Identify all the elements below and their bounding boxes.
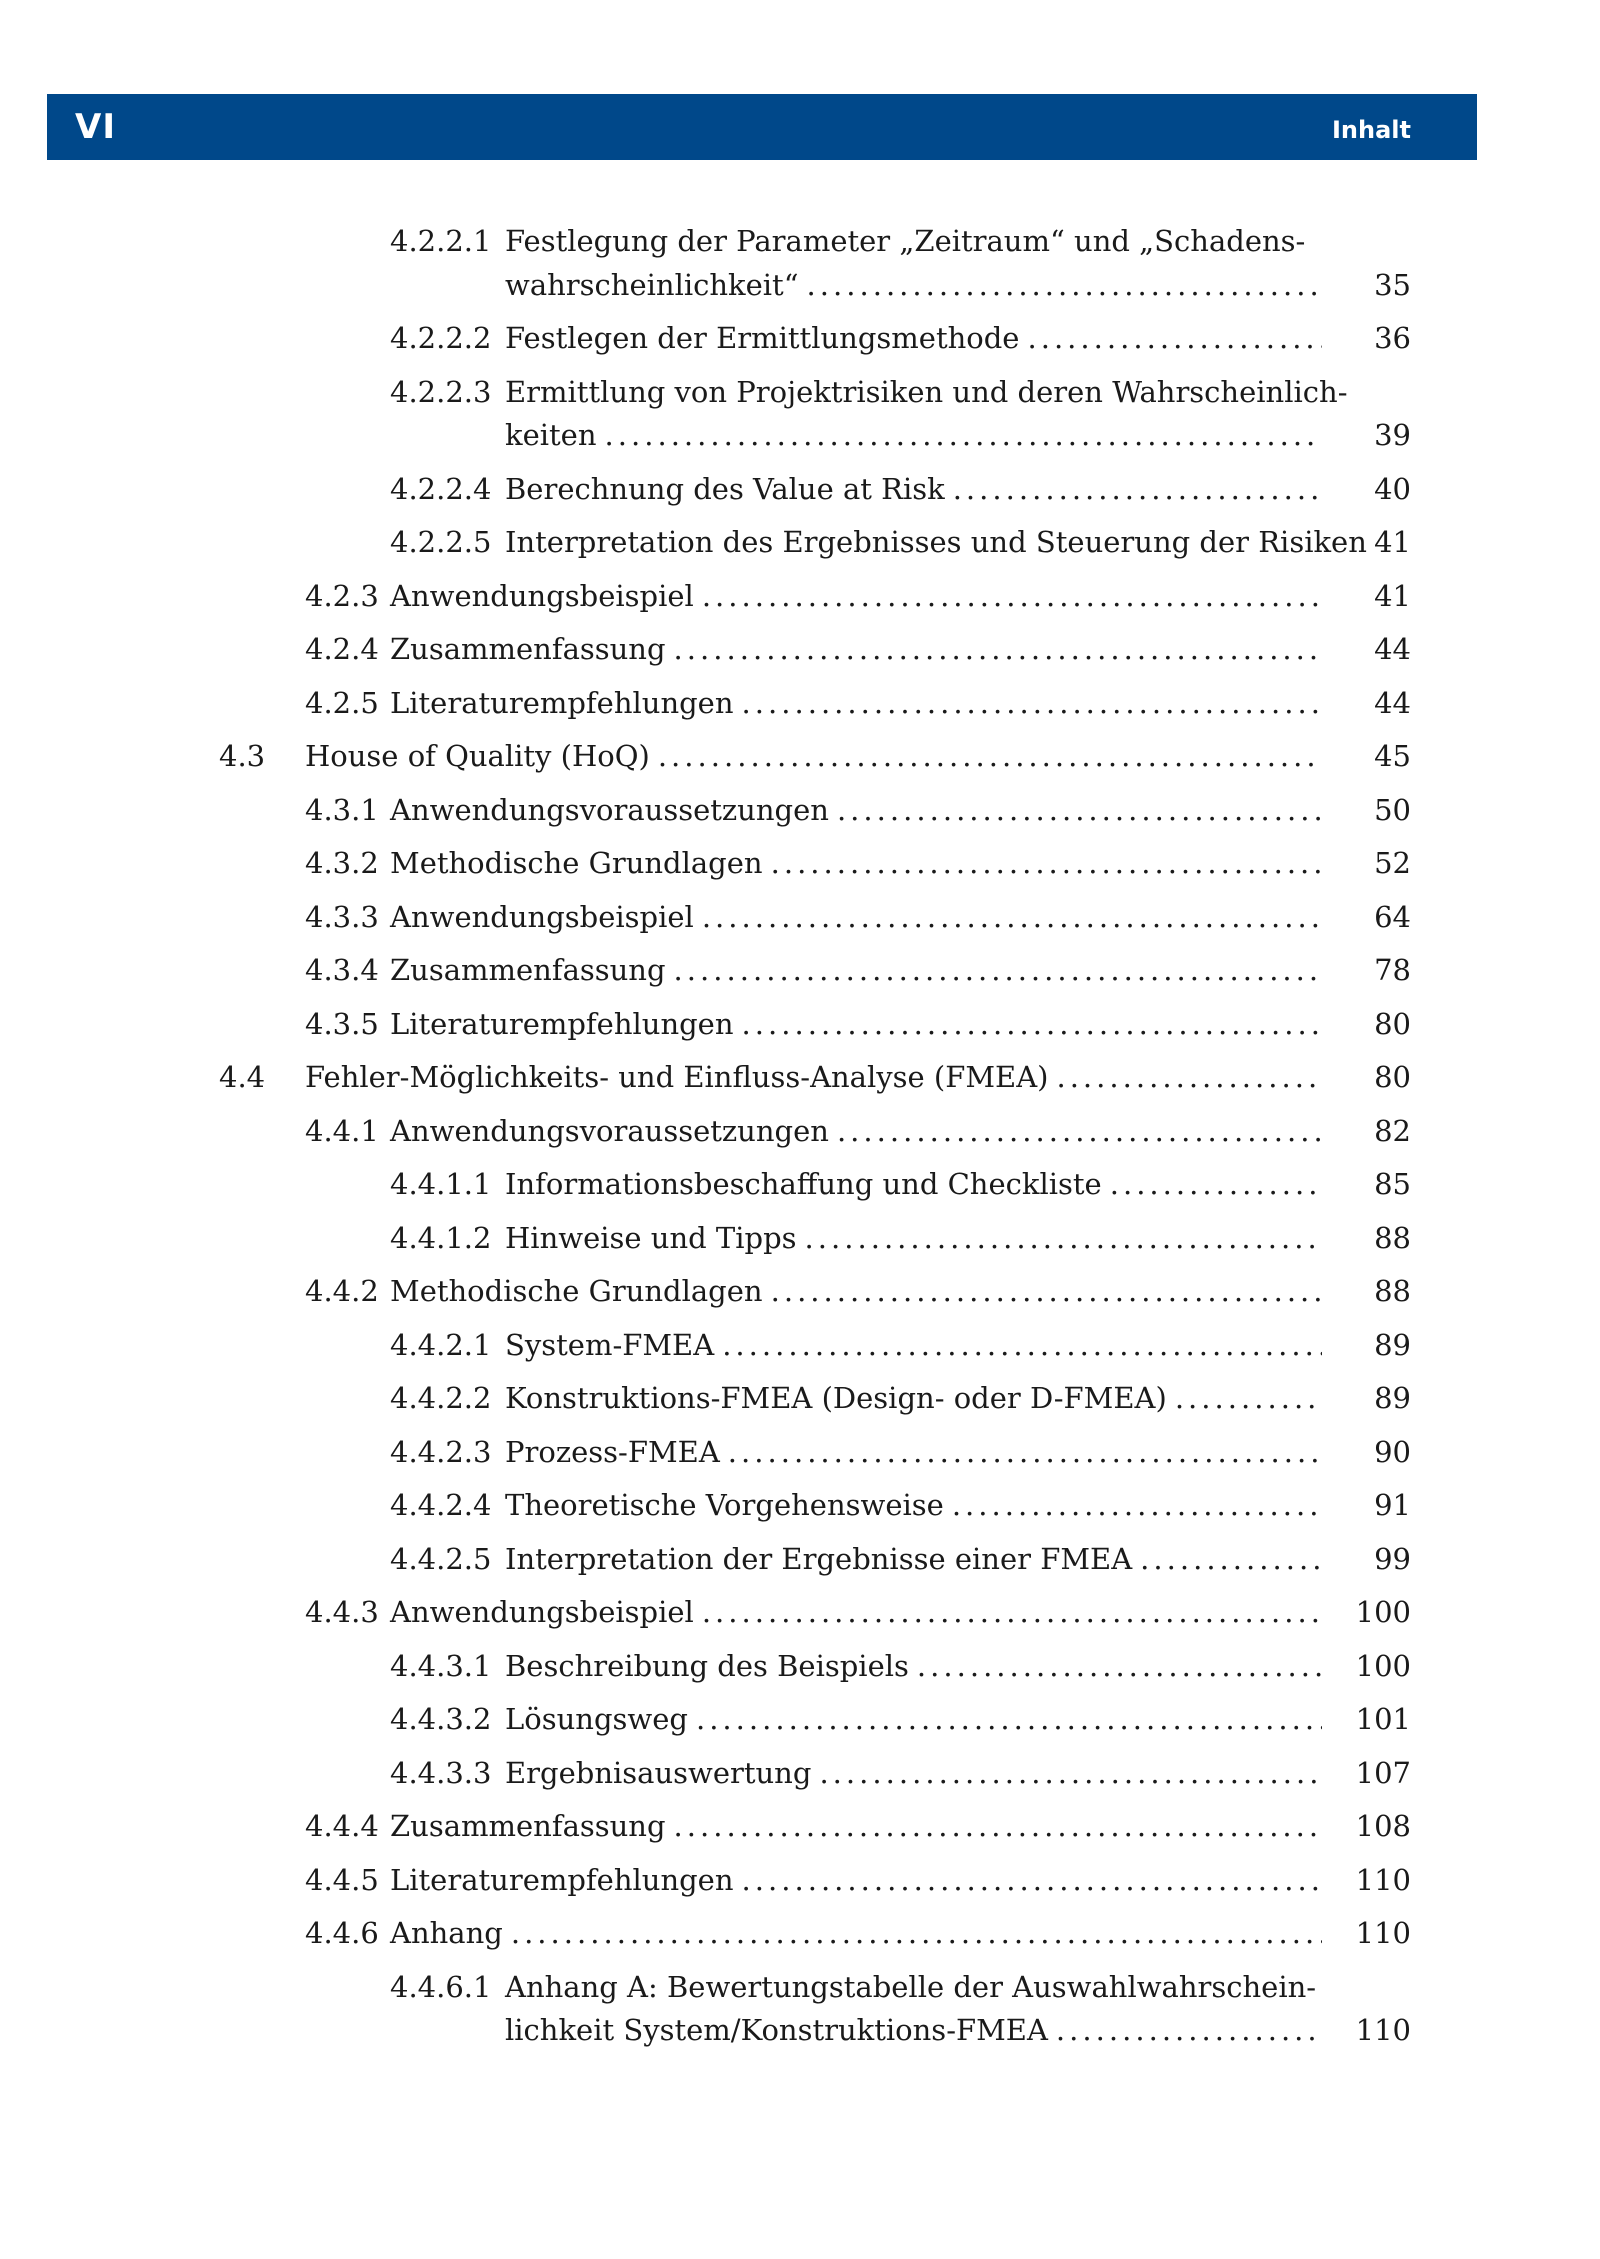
toc-entry-number: 4.3.4 bbox=[305, 953, 379, 987]
leader-dots bbox=[722, 1323, 1322, 1367]
toc-entry-number: 4.3.3 bbox=[305, 899, 379, 934]
toc-entry-number: 4.4.3.3 bbox=[390, 1755, 492, 1790]
toc-entry-page: 40 bbox=[1374, 471, 1411, 506]
toc-entry-title: lichkeit System/Konstruktions-FMEA bbox=[505, 2013, 1048, 2047]
toc-entry-page: 50 bbox=[1374, 792, 1411, 827]
toc-entry-title: Anwendungsbeispiel bbox=[390, 899, 694, 934]
toc-entry-title: Literaturempfehlungen bbox=[390, 1862, 734, 1897]
leader-dots bbox=[658, 734, 1322, 778]
toc-entry-title: Interpretation des Ergebnisses und Steuerung der Risiken bbox=[505, 525, 1367, 559]
toc-entry-number: 4.4.2 bbox=[305, 1274, 379, 1308]
toc-entry-title: Konstruktions-FMEA (Design- oder D-FMEA) bbox=[505, 1381, 1167, 1415]
leader-dots bbox=[1056, 1055, 1322, 1099]
toc-entry-page: 45 bbox=[1374, 739, 1411, 773]
toc-entry-page: 101 bbox=[1355, 1702, 1411, 1736]
toc-entry-page: 90 bbox=[1374, 1434, 1411, 1469]
toc-entry-title: Anwendungsvoraussetzungen bbox=[390, 1113, 829, 1148]
toc-entry-title: Lösungsweg bbox=[505, 1702, 688, 1736]
toc-entry-number: 4.3.1 bbox=[305, 792, 379, 827]
toc-entry-title: Literaturempfehlungen bbox=[390, 685, 734, 720]
toc-entry-page: 78 bbox=[1374, 953, 1411, 987]
toc-entry-title: House of Quality (HoQ) bbox=[305, 739, 650, 773]
leader-dots bbox=[696, 1697, 1322, 1741]
toc-entry-page: 100 bbox=[1355, 1648, 1411, 1683]
toc-entry-number: 4.3.2 bbox=[305, 846, 379, 880]
leader-dots bbox=[953, 467, 1322, 511]
toc-entry-title: Beschreibung des Beispiels bbox=[505, 1648, 909, 1683]
toc-entry-number: 4.4.3.2 bbox=[390, 1702, 492, 1736]
toc-entry-title: Festlegen der Ermittlungsmethode bbox=[505, 321, 1020, 355]
leader-dots bbox=[702, 1590, 1322, 1634]
leader-dots bbox=[1027, 316, 1322, 360]
toc-entry-title: Theoretische Vorgehensweise bbox=[505, 1488, 944, 1522]
toc-entry-number: 4.4.1.1 bbox=[390, 1167, 492, 1201]
leader-dots bbox=[1175, 1376, 1322, 1420]
section-title: Inhalt bbox=[1332, 116, 1411, 144]
toc-entry-title: Ermittlung von Projektrisiken und deren Wahrscheinlich- bbox=[505, 374, 1348, 409]
toc-entry-number: 4.2.2.3 bbox=[390, 374, 492, 409]
leader-dots bbox=[837, 1109, 1322, 1153]
toc-entry-page: 89 bbox=[1374, 1327, 1411, 1362]
toc-entry-title: Informationsbeschaffung und Checkliste bbox=[505, 1167, 1102, 1201]
toc-entry-title: Anhang A: Bewertungstabelle der Auswahlwahrschein- bbox=[505, 1969, 1317, 2004]
leader-dots bbox=[702, 895, 1322, 939]
toc-entry-title: Literaturempfehlungen bbox=[390, 1006, 734, 1041]
toc-entry-number: 4.4.1 bbox=[305, 1113, 379, 1148]
leader-dots bbox=[742, 681, 1322, 725]
toc-entry-number: 4.4.6 bbox=[305, 1916, 379, 1950]
toc-entry-title: Interpretation der Ergebnisse einer FMEA bbox=[505, 1541, 1133, 1576]
toc-entry-title: Anwendungsvoraussetzungen bbox=[390, 792, 829, 827]
toc-entry-page: 107 bbox=[1355, 1755, 1411, 1790]
toc-entry-number: 4.4.2.4 bbox=[390, 1488, 492, 1522]
toc-entry-title: Prozess-FMEA bbox=[505, 1434, 720, 1469]
toc-entry-page: 41 bbox=[1374, 578, 1411, 613]
leader-dots bbox=[674, 627, 1322, 671]
leader-dots bbox=[819, 1751, 1322, 1795]
toc-entry-page: 80 bbox=[1374, 1006, 1411, 1041]
toc-entry-number: 4.3 bbox=[219, 739, 266, 773]
toc-entry-page: 108 bbox=[1355, 1809, 1411, 1843]
toc-entry-title: Methodische Grundlagen bbox=[390, 846, 763, 880]
toc-entry-number: 4.4.5 bbox=[305, 1862, 379, 1897]
leader-dots bbox=[605, 413, 1322, 457]
toc-entry-title: System-FMEA bbox=[505, 1327, 715, 1362]
leader-dots bbox=[805, 1216, 1322, 1260]
toc-entry-page: 36 bbox=[1374, 321, 1411, 355]
toc-entry-page: 52 bbox=[1374, 846, 1411, 880]
running-header bbox=[47, 94, 1477, 160]
toc-entry-page: 85 bbox=[1374, 1167, 1411, 1201]
toc-entry-title: Ergebnisauswertung bbox=[505, 1755, 812, 1790]
leader-dots bbox=[771, 841, 1322, 885]
toc-entry-page: 88 bbox=[1374, 1274, 1411, 1308]
toc-entry-page: 91 bbox=[1374, 1488, 1411, 1522]
toc-entry-number: 4.2.2.5 bbox=[390, 525, 492, 559]
toc-entry-page: 44 bbox=[1374, 632, 1411, 666]
leader-dots bbox=[702, 574, 1322, 618]
leader-dots bbox=[837, 788, 1322, 832]
toc-entry-page: 88 bbox=[1374, 1220, 1411, 1255]
toc-entry-page: 39 bbox=[1374, 418, 1411, 452]
toc-entry-number: 4.4.2.2 bbox=[390, 1381, 492, 1415]
toc-entry-page: 44 bbox=[1374, 685, 1411, 720]
toc-entry-title: keiten bbox=[505, 418, 597, 452]
leader-dots bbox=[1056, 2008, 1322, 2052]
toc-entry-number: 4.4.4 bbox=[305, 1809, 379, 1843]
toc-entry-page: 41 bbox=[1374, 525, 1411, 559]
toc-entry-number: 4.4.3 bbox=[305, 1595, 379, 1629]
toc-entry-page: 100 bbox=[1355, 1595, 1411, 1629]
toc-entry-number: 4.4.6.1 bbox=[390, 1969, 492, 2004]
leader-dots bbox=[742, 1858, 1322, 1902]
toc-entry-page: 80 bbox=[1374, 1060, 1411, 1094]
leader-dots bbox=[742, 1002, 1322, 1046]
leader-dots bbox=[674, 1804, 1322, 1848]
leader-dots bbox=[728, 1430, 1322, 1474]
toc-entry-number: 4.4.2.5 bbox=[390, 1541, 492, 1576]
leader-dots bbox=[1110, 1162, 1322, 1206]
leader-dots bbox=[952, 1483, 1322, 1527]
toc-entry-page: 99 bbox=[1374, 1541, 1411, 1576]
toc-entry-page: 110 bbox=[1355, 2013, 1411, 2047]
toc-entry-title: Hinweise und Tipps bbox=[505, 1220, 797, 1255]
leader-dots bbox=[807, 263, 1322, 307]
toc-entry-number: 4.2.5 bbox=[305, 685, 379, 720]
toc-entry-number: 4.2.2.1 bbox=[390, 224, 492, 258]
toc-entry-number: 4.3.5 bbox=[305, 1006, 379, 1041]
toc-entry-title: Zusammenfassung bbox=[390, 953, 666, 987]
toc-entry-page: 64 bbox=[1374, 899, 1411, 934]
toc-entry-page: 35 bbox=[1374, 267, 1411, 302]
toc-entry-title: Berechnung des Value at Risk bbox=[505, 471, 945, 506]
toc-entry-number: 4.2.3 bbox=[305, 578, 379, 613]
toc-entry-number: 4.4.3.1 bbox=[390, 1648, 492, 1683]
toc-entry-page: 89 bbox=[1374, 1381, 1411, 1415]
toc-entry-title: Anhang bbox=[390, 1916, 503, 1950]
toc-entry-title: Anwendungsbeispiel bbox=[390, 578, 694, 613]
toc-entry-number: 4.4.2.3 bbox=[390, 1434, 492, 1469]
toc-entry-title: Methodische Grundlagen bbox=[390, 1274, 763, 1308]
leader-dots bbox=[917, 1644, 1322, 1688]
toc-entry-page: 110 bbox=[1355, 1916, 1411, 1950]
toc-entry-page: 82 bbox=[1374, 1113, 1411, 1148]
leader-dots bbox=[511, 1911, 1322, 1955]
page-number: VI bbox=[75, 107, 116, 147]
toc-entry-number: 4.4.2.1 bbox=[390, 1327, 492, 1362]
toc-entry-title: Festlegung der Parameter „Zeitraum“ und „Schadens- bbox=[505, 224, 1306, 258]
toc-entry-title: Zusammenfassung bbox=[390, 632, 666, 666]
toc-entry-number: 4.2.4 bbox=[305, 632, 379, 666]
leader-dots bbox=[771, 1269, 1322, 1313]
toc-entry-number: 4.2.2.2 bbox=[390, 321, 492, 355]
toc-entry-number: 4.2.2.4 bbox=[390, 471, 492, 506]
leader-dots bbox=[1140, 1537, 1322, 1581]
toc-entry-title: Zusammenfassung bbox=[390, 1809, 666, 1843]
leader-dots bbox=[674, 948, 1322, 992]
toc-entry-number: 4.4.1.2 bbox=[390, 1220, 492, 1255]
toc-entry-number: 4.4 bbox=[219, 1060, 266, 1094]
toc-entry-page: 110 bbox=[1355, 1862, 1411, 1897]
toc-entry-title: Anwendungsbeispiel bbox=[390, 1595, 694, 1629]
toc-entry-title: wahrscheinlichkeit“ bbox=[505, 267, 799, 302]
toc-entry-title: Fehler-Möglichkeits- und Einfluss-Analyse (FMEA) bbox=[305, 1060, 1049, 1094]
